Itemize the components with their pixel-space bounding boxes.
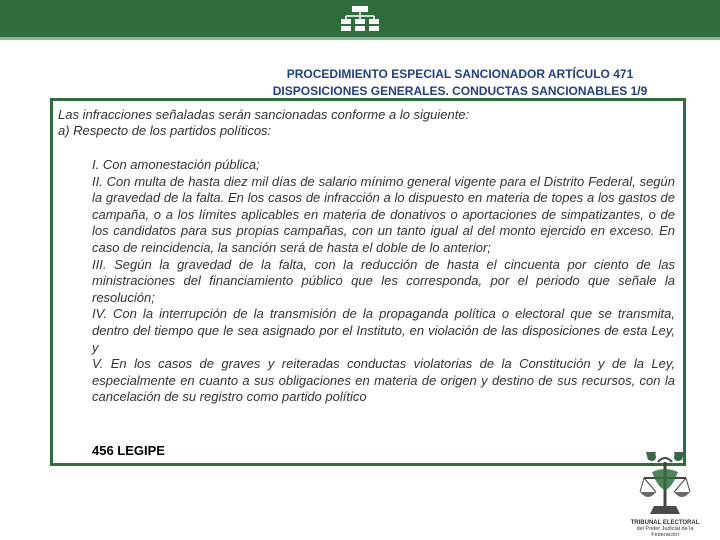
- tribunal-name: TRIBUNAL ELECTORAL: [630, 520, 700, 526]
- list-item: III. Según la gravedad de la falta, con la reducción de hasta el cincuenta por ciento de las ministraciones del financiamiento público que les corresponda, por el periodo que señale la resolución;: [92, 256, 675, 305]
- tribunal-subtitle: del Poder Judicial de la Federación: [636, 526, 694, 538]
- intro-line-2: a) Respecto de los partidos políticos:: [58, 123, 272, 138]
- list-item: I. Con amonestación pública;: [92, 157, 260, 172]
- slide-title: [250, 66, 670, 100]
- list-item: V. En los casos de graves y reiteradas conductas violatorias de la Constitución y de la Ley, especialmente en cuanto a sus obligaciones en materia de origen y destino de sus recursos, con la cancelación de su registro como partido político: [92, 356, 675, 405]
- legal-reference: 456 LEGIPE: [92, 443, 165, 458]
- list-item: IV. Con la interrupción de la transmisión de la propaganda política o electoral que se transmita, dentro del tiempo que le sea asignado por el Instituto, en violación de las disposiciones de esta Ley, y: [92, 306, 675, 355]
- list-item: II. Con multa de hasta diez mil días de salario mínimo general vigente para el Distrito Federal, según la gravedad de la falta. En los casos de infracción a lo dispuesto en materia de topes a los gastos de campaña, o a los límites aplicables en materia de donativos o aportaciones de simpatizantes, o de los candidatos para sus propias campañas, con un tanto igual al del monto ejercido en exceso. En caso de reincidencia, la sanción será de hasta el doble de lo anterior;: [92, 173, 675, 255]
- top-accent-line: [0, 37, 720, 40]
- tribunal-logo: [626, 448, 704, 538]
- tribunal-logo-text: [626, 520, 704, 538]
- org-chart-icon: [339, 5, 381, 33]
- content-box: [50, 98, 686, 466]
- intro-line-1: Las infracciones señaladas serán sancionadas conforme a lo siguiente:: [58, 107, 470, 122]
- intro-text: [58, 107, 673, 139]
- slide-title-line-2: DISPOSICIONES GENERALES. CONDUCTAS SANCIONABLES 1/9: [272, 84, 648, 98]
- scales-of-justice-icon: [638, 448, 692, 518]
- sanctions-list: [92, 157, 675, 406]
- slide-title-line-1: PROCEDIMIENTO ESPECIAL SANCIONADOR ARTÍCULO 471: [286, 67, 634, 81]
